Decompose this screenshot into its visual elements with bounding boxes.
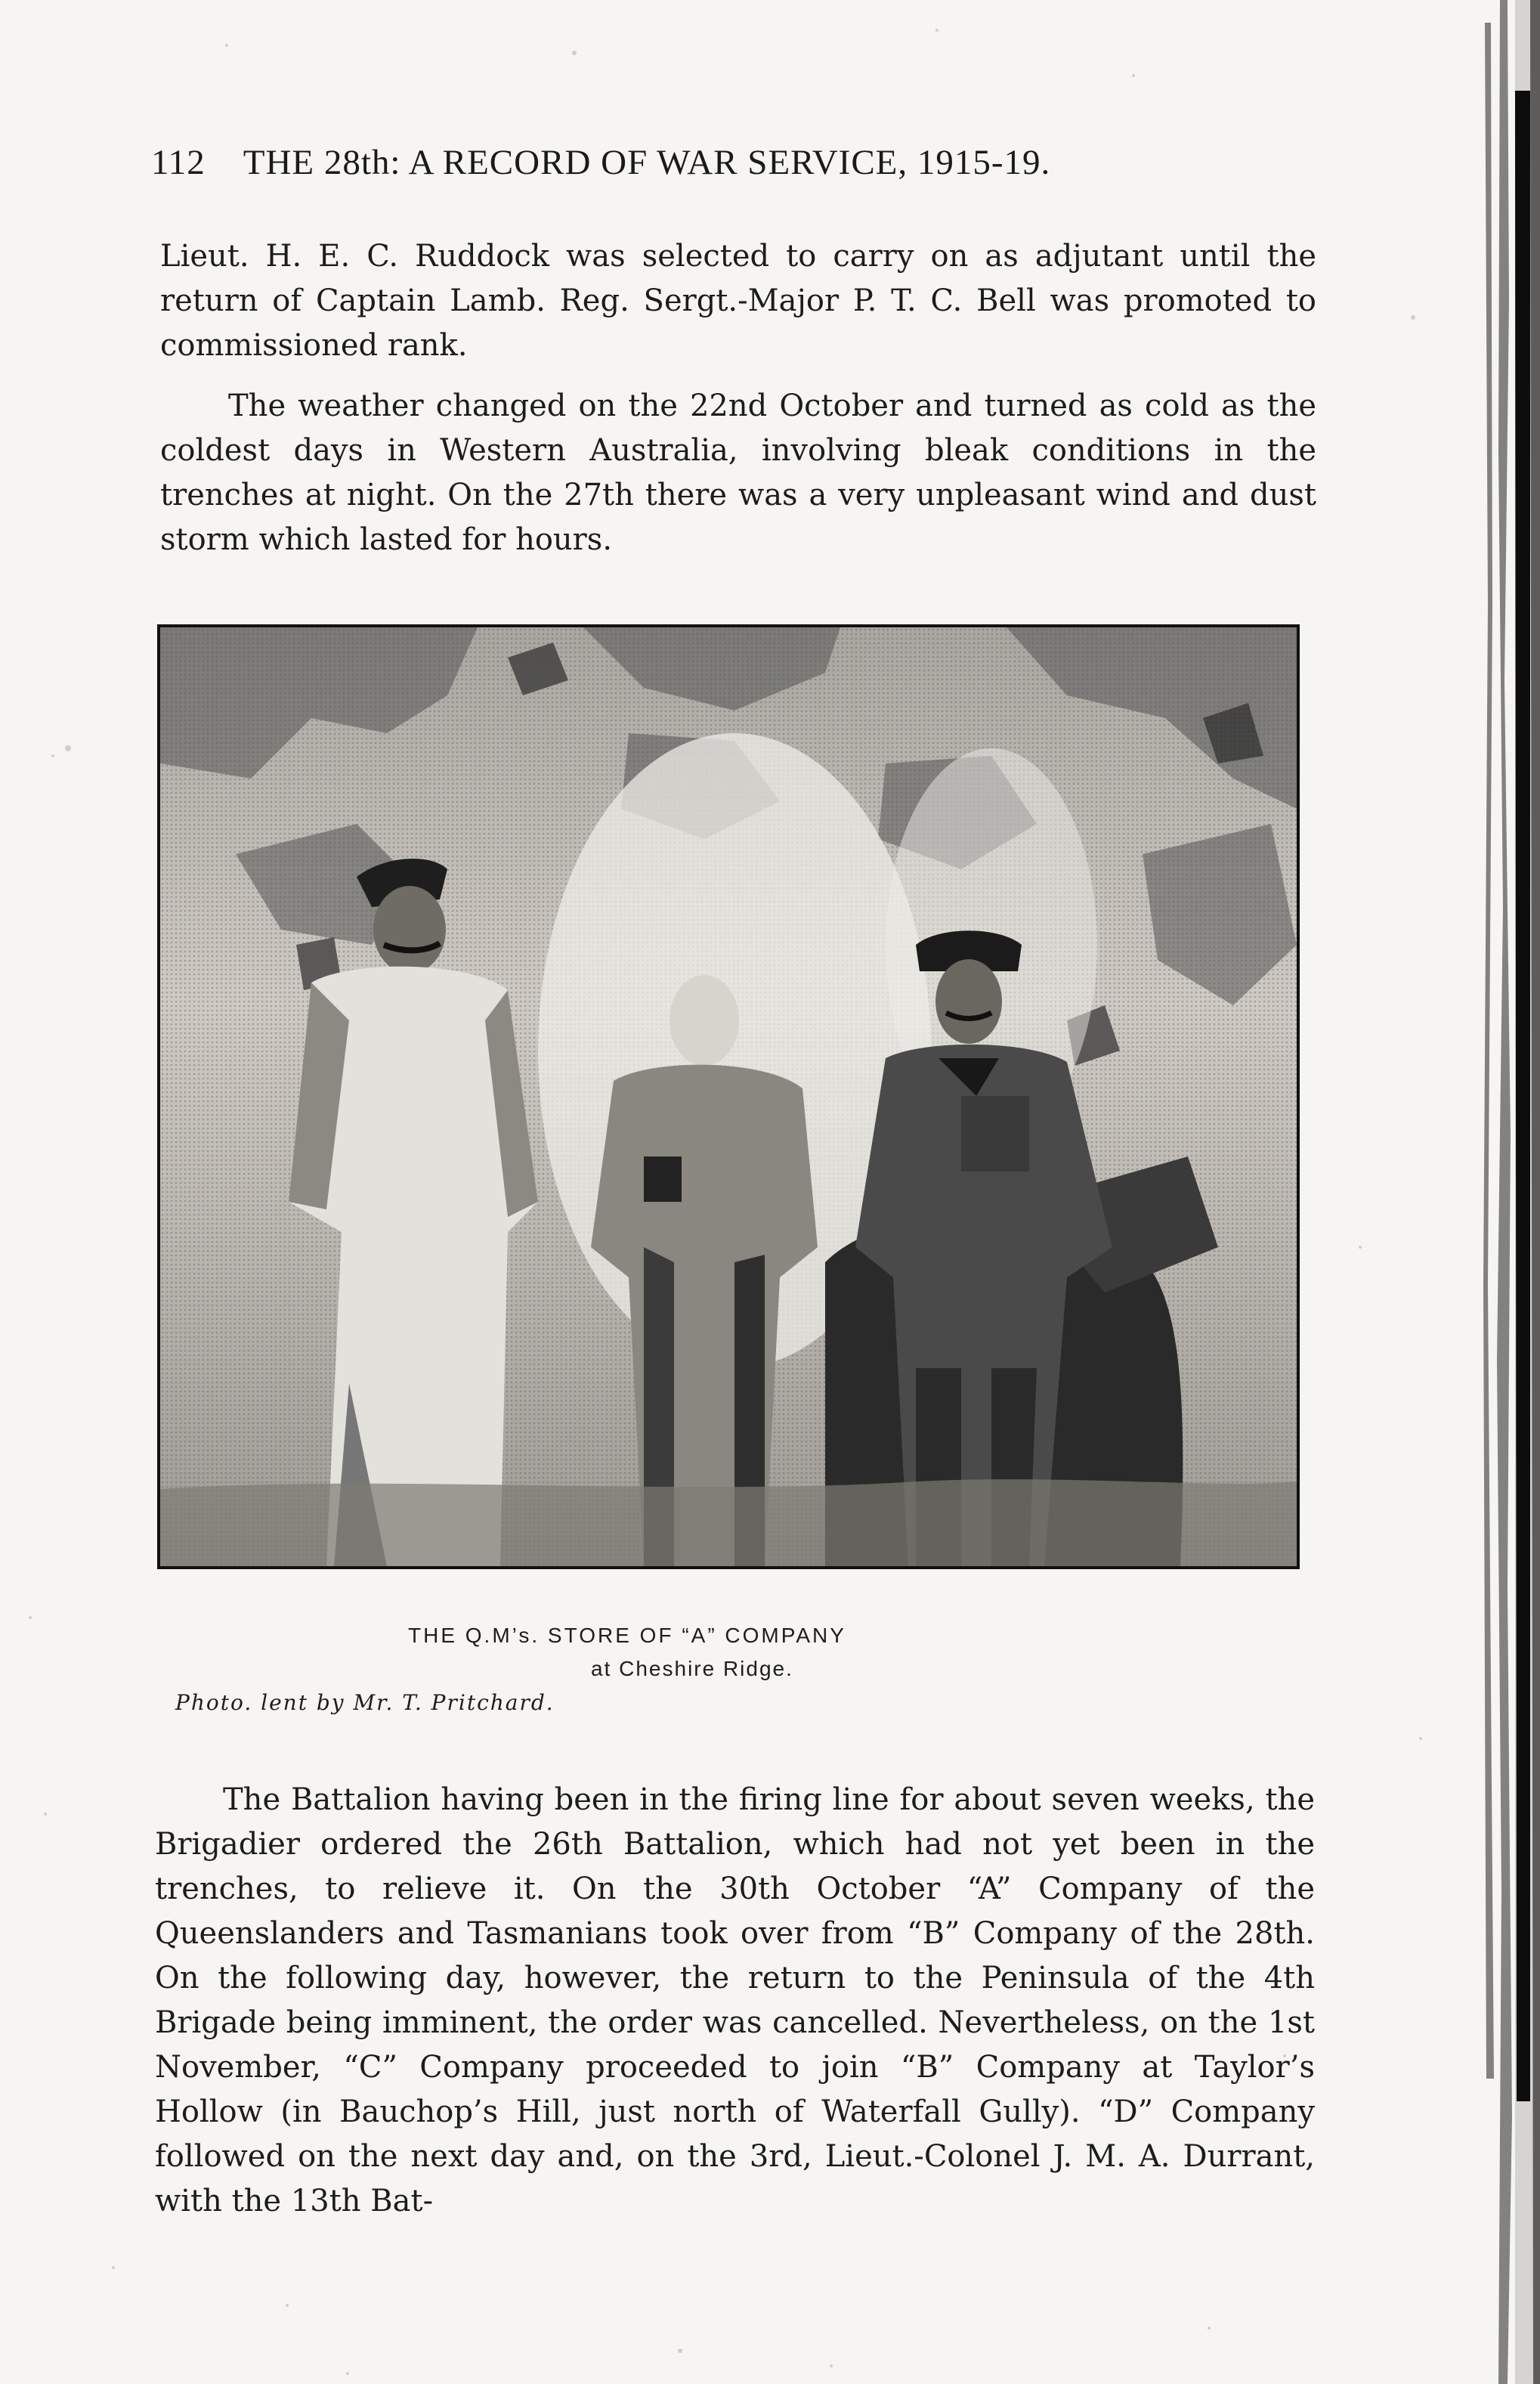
photo-credit: Photo. lent by Mr. T. Pritchard.: [175, 1690, 555, 1715]
paragraph-3-text: The Battalion having been in the firing line for about seven weeks, the Brigadier ordered the 26th Battalion, which had not yet been in the trenches, to relieve it. On the 30th October “A” Company of the Queenslanders and Tasmanians took over from “B” Company of the 28th. On the following day, however, the return to the Peninsula of the 4th Brigade being imminent, the order was cancelled. Nevertheless, on the 1st November, “C” Company proceeded to join “B” Company at Taylor’s Hollow (in Bauchop’s Hill, just north of Waterfall Gully). “D” Company followed on the next day and, on the 3rd, Lieut.-Colonel J. M. A. Durrant, with the 13th Bat-: [155, 1782, 1315, 2218]
paragraph-3: [155, 1778, 1315, 2224]
running-header: [151, 142, 1330, 203]
paragraph-2: [160, 384, 1316, 562]
running-title: THE 28th: A RECORD OF WAR SERVICE, 1915-19.: [243, 143, 1051, 182]
scanned-binding-edge: [1455, 0, 1540, 2384]
page-number: 112: [151, 143, 206, 182]
photo-caption-title: THE Q.M’s. STORE OF “A” COMPANY: [408, 1624, 846, 1647]
paragraph-2-text: The weather changed on the 22nd October and turned as cold as the coldest days in Western Australia, involving bleak conditions in the trenches at night. On the 27th there was a very unpleasant wind and dust storm which lasted for hours.: [160, 389, 1316, 557]
paragraph-1: [160, 234, 1316, 368]
historical-photograph: [157, 624, 1300, 1569]
photo-illustration: [160, 627, 1297, 1566]
paragraph-1-text: Lieut. H. E. C. Ruddock was selected to carry on as adjutant until the return of Captain Lamb. Reg. Sergt.-Major P. T. C. Bell was promoted to commissioned rank.: [160, 239, 1316, 363]
photo-caption-location: at Cheshire Ridge.: [591, 1657, 793, 1680]
